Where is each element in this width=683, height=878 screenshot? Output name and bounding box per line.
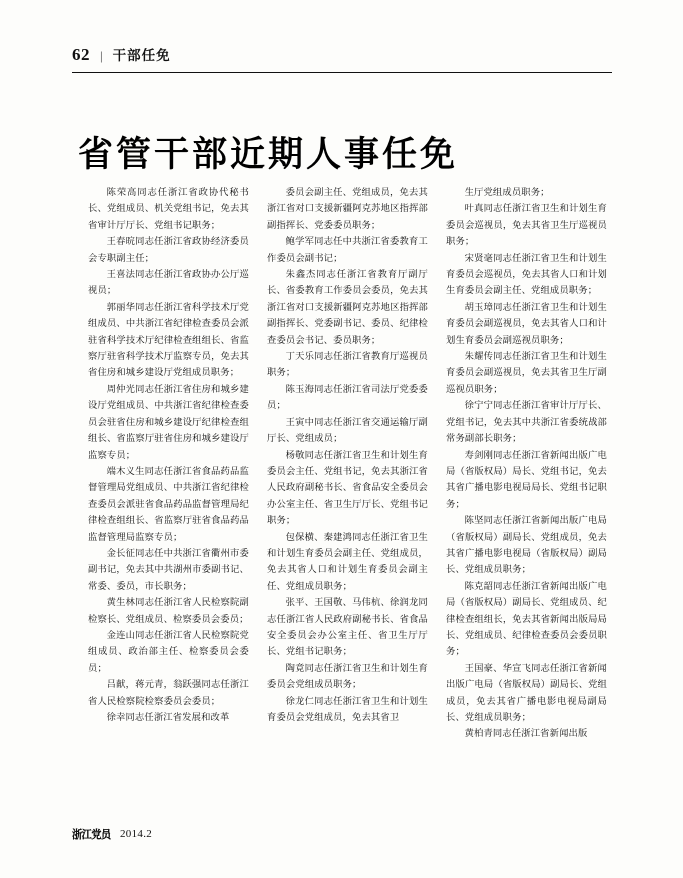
- paragraph: 周仲光同志任浙江省住房和城乡建设厅党组成员、中共浙江省纪律检查委员会驻省住房和城乡建设厅纪律检查组组长、省监察厅驻省住房和城乡建设厅监察专员；: [88, 383, 249, 461]
- paragraph: 生厅党组成员职务；: [464, 187, 550, 198]
- paragraph: 胡玉璋同志任浙江省卫生和计划生育委员会副巡视员，免去其省人口和计划生育委员会副巡视员职务；: [446, 301, 607, 346]
- paragraph: 宋贤毫同志任浙江省卫生和计划生育委员会巡视员，免去其省人口和计划生育委员会副主任、党组成员职务；: [446, 252, 607, 297]
- masthead-logo: 浙江党员: [72, 828, 111, 841]
- column-2: [267, 185, 428, 810]
- paragraph: 委员会副主任、党组成员，免去其浙江省对口支援新疆阿克苏地区指挥部副指挥长、党委委员职务；: [267, 187, 428, 231]
- paragraph: 徐宁宁同志任浙江省审计厅厅长、党组书记，免去其中共浙江省委统战部常务副部长职务；: [446, 400, 607, 445]
- paragraph: 郭丽华同志任浙江省科学技术厅党组成员、中共浙江省纪律检查委员会派驻省科学技术厅纪律检查组组长、省监察厅驻省科学技术厅监察专员，免去其省住房和城乡建设厅党组成员职务；: [88, 301, 249, 379]
- column-1: [88, 185, 249, 810]
- page-title: 省管干部近期人事任免: [78, 134, 459, 176]
- article-body: [88, 185, 608, 810]
- paragraph: 丁天乐同志任浙江省教育厅巡视员职务；: [267, 351, 428, 379]
- paragraph: 王国豪、华宣飞同志任浙江省新闻出版广电局（省版权局）副局长、党组成员，免去其省广播电影电视局副局长、党组成员职务；: [446, 662, 607, 723]
- paragraph: 吕献，蒋元青，翁跃强同志任浙江省人民检察院检察委员会委员；: [88, 679, 249, 707]
- paragraph: 陶竟同志任浙江省卫生和计划生育委员会党组成员职务；: [267, 662, 428, 691]
- paragraph: 金长征同志任中共浙江省衢州市委副书记，免去其中共湖州市委副书记、常委、委员，市长职务；: [88, 547, 249, 592]
- paragraph: 王寅中同志任浙江省交通运输厅副厅长、党组成员；: [267, 416, 428, 445]
- column-3: [446, 185, 607, 810]
- paragraph: 端木义生同志任浙江省食品药品监督管理局党组成员、中共浙江省纪律检查委员会派驻省食品药品监督管理局纪律检查组组长、省监察厅驻省食品药品监督管理局监察专员；: [88, 465, 249, 543]
- page-number: 62: [72, 45, 90, 64]
- paragraph: 金连山同志任浙江省人民检察院党组成员、政治部主任、检察委员会委员；: [88, 629, 249, 674]
- paragraph: 朱耀传同志任浙江省卫生和计划生育委员会副巡视员，免去其省卫生厅副巡视员职务；: [446, 351, 607, 395]
- page-footer: [72, 826, 152, 842]
- paragraph: 王喜法同志任浙江省政协办公厅巡视员；: [88, 269, 249, 297]
- paragraph: 叶真同志任浙江省卫生和计划生育委员会巡视员，免去其省卫生厅巡视员职务；: [446, 203, 607, 248]
- page-header: [72, 44, 612, 73]
- paragraph: 朱鑫杰同志任浙江省教育厅副厅长、省委教育工作委员会委员，免去其浙江省对口支援新疆阿克苏地区指挥部副指挥长、党委副书记、委员、纪律检查委员会书记、委员职务；: [267, 269, 428, 346]
- paragraph: 黄柏青同志任浙江省新闻出版: [464, 728, 588, 740]
- paragraph: 包保横、秦建鸿同志任浙江省卫生和计划生育委员会副主任、党组成员，免去其省人口和计划生育委员会副主任、党组成员职务；: [267, 531, 428, 592]
- paragraph: 陈玉海同志任浙江省司法厅党委委员；: [267, 383, 428, 412]
- paragraph: 黄生林同志任浙江省人民检察院副检察长、党组成员、检察委员会委员；: [88, 597, 249, 625]
- paragraph: 杨敬同志任浙江省卫生和计划生育委员会主任、党组书记，免去其浙江省人民政府副秘书长、省食品安全委员会办公室主任、省卫生厅厅长、党组书记职务；: [267, 449, 428, 527]
- paragraph: 王春晥同志任浙江省政协经济委员会专职副主任；: [88, 236, 249, 264]
- paragraph: 陈克韶同志任浙江省新闻出版广电局（省版权局）副局长、党组成员、纪律检查组组长，免去其省新闻出版局局长、党组成员、纪律检查委员会委员职务；: [446, 580, 607, 658]
- paragraph: 陈坚同志任浙江省新闻出版广电局（省版权局）副局长、党组成员，免去其省广播电影电视局（省版权局）副局长、党组成员职务；: [446, 515, 607, 576]
- paragraph: 陈荣高同志任浙江省政协代秘书长、党组成员、机关党组书记，免去其省审计厅厅长、党组书记职务；: [88, 187, 249, 231]
- paragraph: 张平、王国敬、马伟杭、徐润龙同志任浙江省人民政府副秘书长、省食品安全委员会办公室主任、省卫生厅厅长、党组书记职务；: [267, 597, 428, 658]
- section-title: 干部任免: [112, 48, 171, 64]
- paragraph: 鲍学军同志任中共浙江省委教育工作委员会副书记；: [267, 236, 428, 264]
- paragraph: 徐幸同志任浙江省发展和改革: [106, 712, 230, 723]
- paragraph: 徐龙仁同志任浙江省卫生和计划生育委员会党组成员，免去其省卫: [267, 695, 428, 723]
- issue-date: 2014.2: [120, 828, 153, 840]
- header-separator: |: [100, 48, 103, 63]
- paragraph: 寿剑刚同志任浙江省新闻出版广电局（省版权局）局长、党组书记，免去其省广播电影电视局局长、党组书记职务；: [446, 449, 607, 510]
